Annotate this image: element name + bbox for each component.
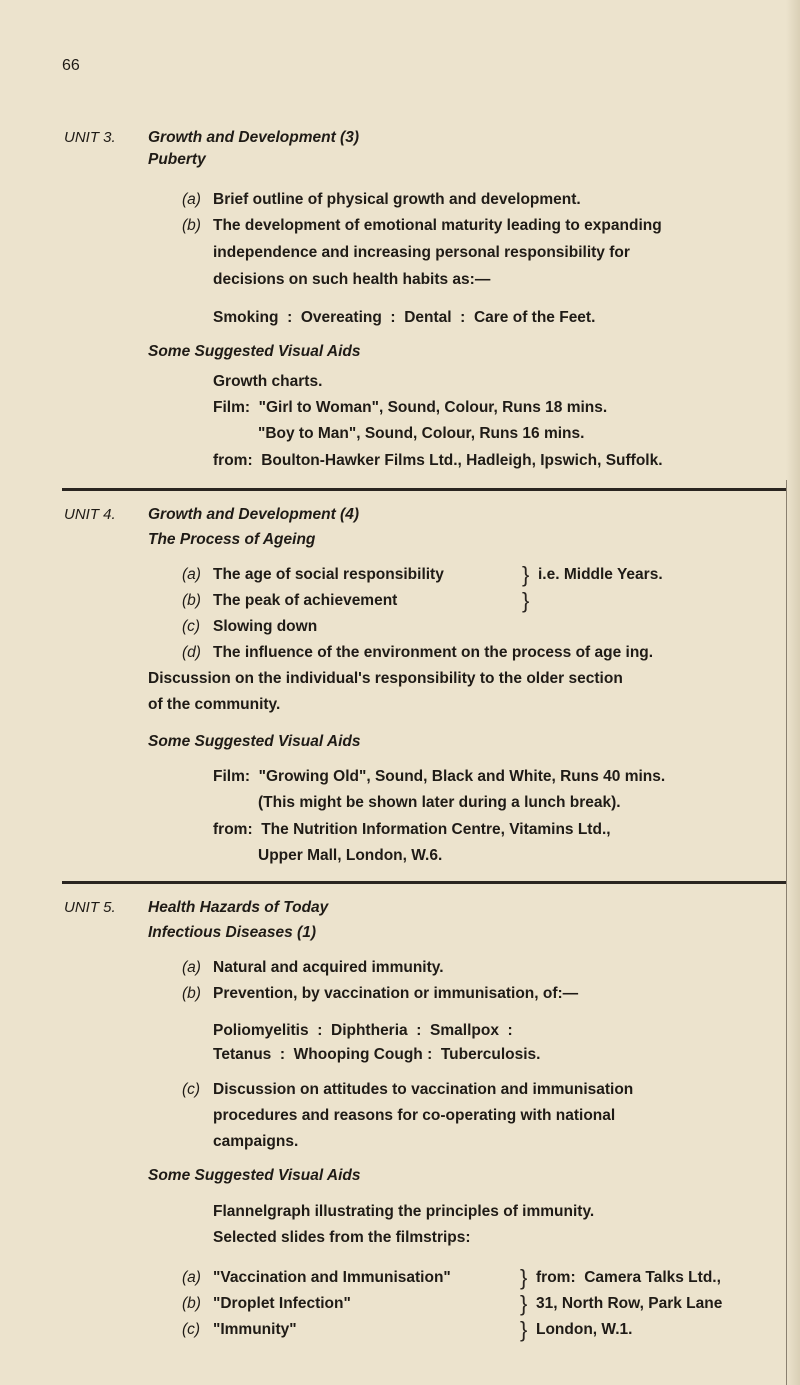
unit-3-aid: Growth charts. bbox=[213, 373, 323, 390]
unit-5-aid: Flannelgraph illustrating the principles of immunity. bbox=[213, 1203, 595, 1220]
unit-5-strip-b-marker: (b) bbox=[182, 1295, 201, 1312]
unit-4-subtitle: The Process of Ageing bbox=[148, 531, 316, 548]
unit-3-aid: Film: "Girl to Woman", Sound, Colour, Runs 18 mins. bbox=[213, 399, 608, 416]
unit-5-item-c-line: campaigns. bbox=[213, 1133, 299, 1150]
page-edge-line bbox=[786, 480, 787, 1385]
unit-3-item-a: Brief outline of physical growth and development. bbox=[213, 191, 581, 208]
unit-3-item-b-marker: (b) bbox=[182, 217, 201, 234]
unit-4-label: UNIT 4. bbox=[64, 506, 116, 523]
unit-5-strip-a-marker: (a) bbox=[182, 1269, 201, 1286]
unit-3-title: Growth and Development (3) bbox=[148, 129, 359, 146]
section-divider bbox=[62, 881, 790, 884]
unit-5-strip-c: "Immunity" bbox=[213, 1321, 297, 1338]
page-edge-shadow bbox=[786, 0, 800, 1385]
brace-mark: } bbox=[522, 562, 530, 587]
unit-5-item-c-line: Discussion on attitudes to vaccination and immunisation bbox=[213, 1081, 634, 1098]
unit-4-item-c-marker: (c) bbox=[182, 618, 201, 635]
unit-4-item-d-marker: (d) bbox=[182, 644, 201, 661]
unit-3-item-b-line: decisions on such health habits as:— bbox=[213, 271, 491, 288]
unit-5-item-c-line: procedures and reasons for co-operating with national bbox=[213, 1107, 616, 1124]
page-number: 66 bbox=[62, 57, 80, 74]
unit-3-aid: "Boy to Man", Sound, Colour, Runs 16 mins. bbox=[258, 425, 585, 442]
unit-3-aid-source: from: Boulton-Hawker Films Ltd., Hadleigh, Ipswich, Suffolk. bbox=[213, 452, 663, 469]
unit-5-title: Health Hazards of Today bbox=[148, 899, 329, 916]
unit-5-item-a: Natural and acquired immunity. bbox=[213, 959, 444, 976]
unit-3-visual-aids-heading: Some Suggested Visual Aids bbox=[148, 343, 361, 360]
unit-4-visual-aids-heading: Some Suggested Visual Aids bbox=[148, 733, 361, 750]
unit-5-diseases-line: Tetanus : Whooping Cough : Tuberculosis. bbox=[213, 1046, 541, 1063]
section-divider bbox=[62, 488, 790, 491]
brace-mark: } bbox=[522, 588, 530, 613]
unit-4-film: Film: "Growing Old", Sound, Black and White, Runs 40 mins. bbox=[213, 768, 666, 785]
unit-5-source: from: Camera Talks Ltd., bbox=[536, 1269, 721, 1286]
unit-5-visual-aids-heading: Some Suggested Visual Aids bbox=[148, 1167, 361, 1184]
unit-4-film-note: (This might be shown later during a lunch break). bbox=[258, 794, 621, 811]
unit-3-item-a-marker: (a) bbox=[182, 191, 201, 208]
unit-3-item-b-line: The development of emotional maturity leading to expanding bbox=[213, 217, 662, 234]
unit-5-item-c-marker: (c) bbox=[182, 1081, 201, 1098]
unit-4-source: Upper Mall, London, W.6. bbox=[258, 847, 443, 864]
unit-4-item-c: Slowing down bbox=[213, 618, 318, 635]
unit-5-strip-a: "Vaccination and Immunisation" bbox=[213, 1269, 451, 1286]
unit-4-discussion-line: of the community. bbox=[148, 696, 281, 713]
unit-5-source: London, W.1. bbox=[536, 1321, 633, 1338]
unit-5-subtitle: Infectious Diseases (1) bbox=[148, 924, 316, 941]
unit-5-item-a-marker: (a) bbox=[182, 959, 201, 976]
brace-mark: } bbox=[520, 1265, 528, 1290]
unit-3-item-b-line: independence and increasing personal responsibility for bbox=[213, 244, 630, 261]
unit-5-diseases-line: Poliomyelitis : Diphtheria : Smallpox : bbox=[213, 1022, 513, 1039]
unit-5-strip-b: "Droplet Infection" bbox=[213, 1295, 351, 1312]
unit-4-item-b-marker: (b) bbox=[182, 592, 201, 609]
unit-3-label: UNIT 3. bbox=[64, 129, 116, 146]
unit-5-strip-c-marker: (c) bbox=[182, 1321, 201, 1338]
unit-4-item-a-marker: (a) bbox=[182, 566, 201, 583]
unit-3-habits: Smoking : Overeating : Dental : Care of the Feet. bbox=[213, 309, 596, 326]
unit-4-item-a: The age of social responsibility bbox=[213, 566, 444, 583]
unit-5-item-b: Prevention, by vaccination or immunisation, of:— bbox=[213, 985, 579, 1002]
unit-4-discussion-line: Discussion on the individual's responsibility to the older section bbox=[148, 670, 623, 687]
unit-4-item-d: The influence of the environment on the process of age ing. bbox=[213, 644, 654, 661]
unit-3-subtitle: Puberty bbox=[148, 151, 206, 168]
unit-4-title: Growth and Development (4) bbox=[148, 506, 359, 523]
unit-4-source: from: The Nutrition Information Centre, Vitamins Ltd., bbox=[213, 821, 611, 838]
brace-mark: } bbox=[520, 1317, 528, 1342]
unit-4-item-b: The peak of achievement bbox=[213, 592, 398, 609]
unit-5-aid: Selected slides from the filmstrips: bbox=[213, 1229, 471, 1246]
brace-mark: } bbox=[520, 1291, 528, 1316]
unit-5-item-b-marker: (b) bbox=[182, 985, 201, 1002]
unit-5-source: 31, North Row, Park Lane bbox=[536, 1295, 723, 1312]
unit-4-bracket-note: i.e. Middle Years. bbox=[538, 566, 663, 583]
unit-5-label: UNIT 5. bbox=[64, 899, 116, 916]
